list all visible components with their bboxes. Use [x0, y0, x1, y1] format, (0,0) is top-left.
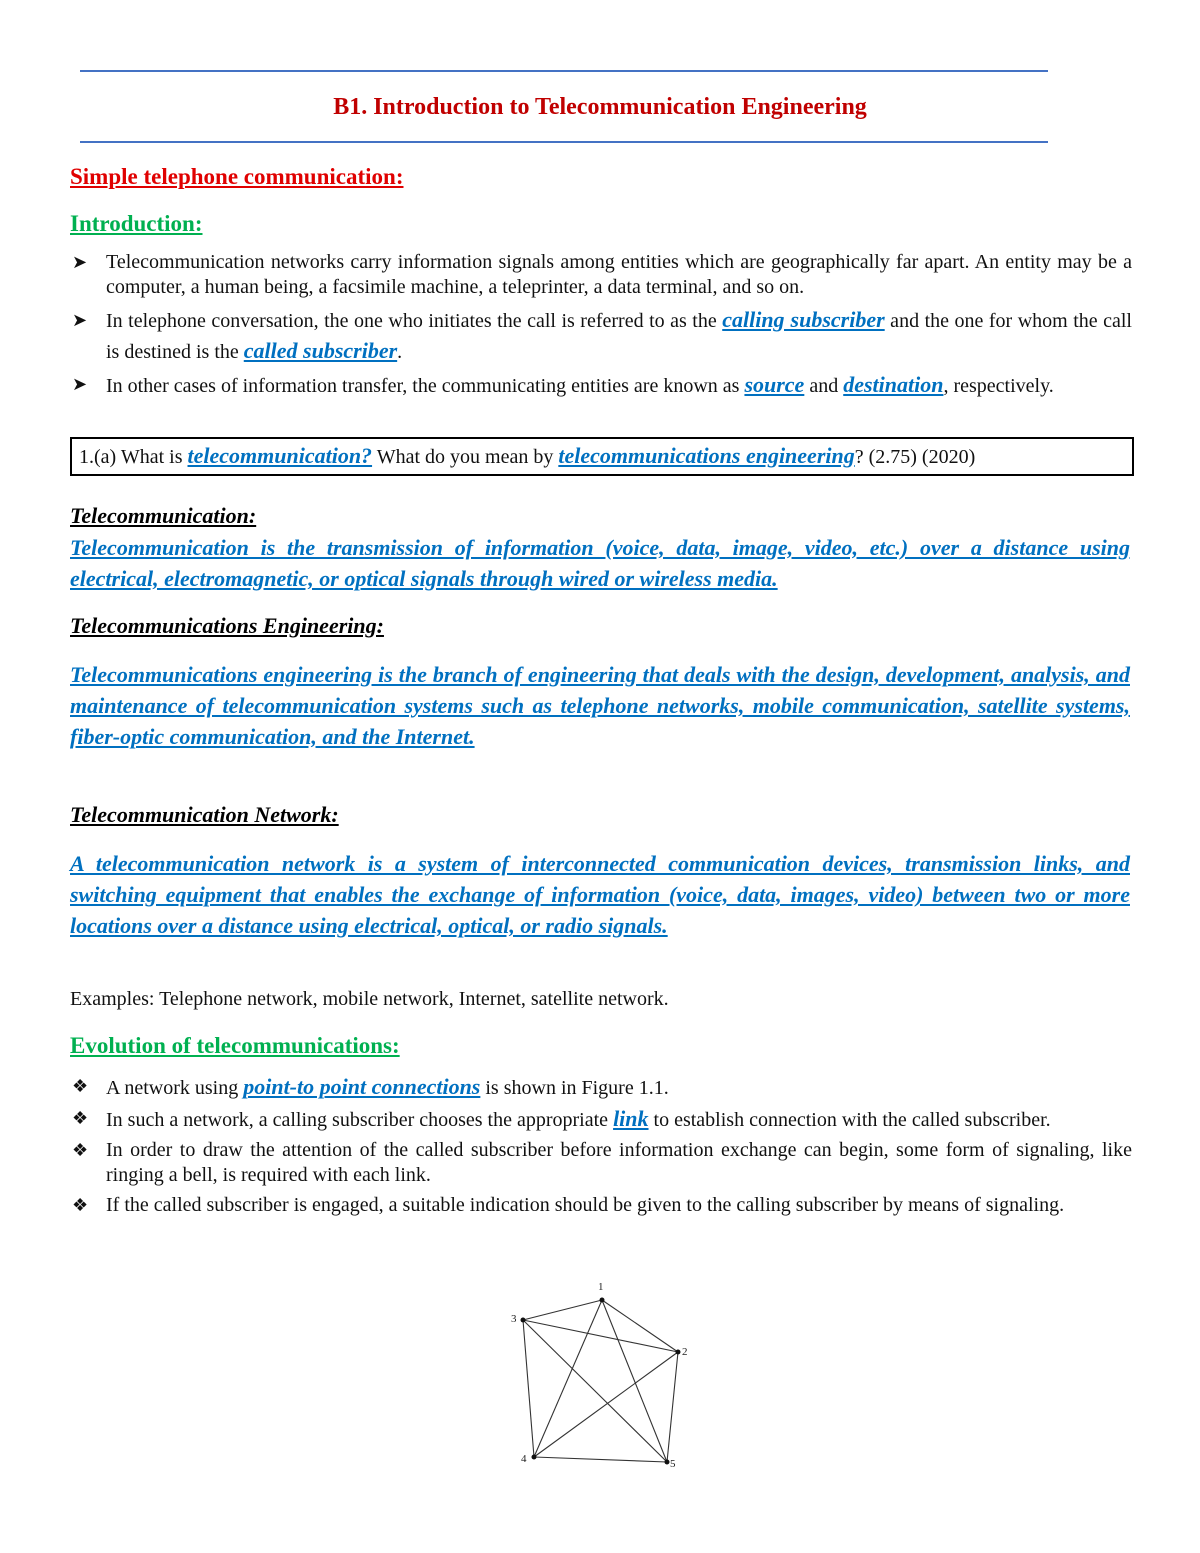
node-2: [676, 1350, 681, 1355]
node-4: [532, 1455, 537, 1460]
node-5: [665, 1460, 670, 1465]
list-item: ❖ In order to draw the attention of the called subscriber before information exchange can begin, some form of signaling, like ringing a bell, is required with each link.: [72, 1139, 1132, 1186]
list-item: ❖ A network using point-to point connections is shown in Figure 1.1.: [72, 1074, 669, 1099]
question-box: 1.(a) What is telecommunication? What do you mean by telecommunications engineering? (2.75) (2020): [70, 437, 1134, 476]
telecom-heading: Telecommunication:: [70, 503, 257, 528]
node-3: [521, 1318, 526, 1323]
node-label-5: 5: [670, 1458, 676, 1470]
list-item: ➤ In other cases of information transfer, the communicating entities are known as source and destination, respectively.: [72, 372, 1054, 397]
telecom-net-heading: Telecommunication Network:: [70, 802, 339, 827]
section-heading: Simple telephone communication:: [70, 164, 404, 189]
telecom-eng-heading: Telecommunications Engineering:: [70, 613, 384, 638]
node-1: [600, 1298, 605, 1303]
keyword-called-subscriber: called subscriber: [243, 338, 398, 363]
page-title: B1. Introduction to Telecommunication Engineering: [333, 94, 867, 120]
keyword-point-to-point: point-to point connections: [243, 1074, 481, 1099]
keyword-source: source: [744, 372, 805, 397]
list-item: ➤ In telephone conversation, the one who initiates the call is referred to as the calling subscriber and the one for whom the call is destined is the called subscriber.: [72, 307, 1132, 363]
keyword-telecommunication: telecommunication?: [187, 443, 373, 468]
diamond-bullet-icon: ❖: [72, 1076, 89, 1096]
diamond-bullet-icon: ❖: [72, 1195, 89, 1215]
network-figure: [505, 1280, 695, 1470]
arrow-bullet-icon: ➤: [72, 310, 88, 330]
figure-links: [523, 1300, 678, 1462]
arrow-bullet-icon: ➤: [72, 252, 88, 272]
top-rule: [80, 70, 1048, 72]
evolution-heading: Evolution of telecommunications:: [70, 1033, 400, 1058]
keyword-telecom-engineering: telecommunications engineering: [558, 443, 855, 468]
node-label-1: 1: [598, 1281, 604, 1293]
intro-bullet-list: [70, 250, 1132, 404]
diamond-bullet-icon: ❖: [72, 1108, 89, 1128]
list-item: ❖ In such a network, a calling subscriber chooses the appropriate link to establish connection with the called subscriber.: [72, 1106, 1051, 1131]
list-item: ❖ If the called subscriber is engaged, a suitable indication should be given to the calling subscriber by means of signaling.: [72, 1194, 1065, 1216]
diamond-bullet-icon: ❖: [72, 1140, 89, 1160]
title-rule: [80, 141, 1048, 143]
node-label-2: 2: [682, 1346, 688, 1358]
keyword-calling-subscriber: calling subscriber: [722, 307, 885, 332]
node-label-4: 4: [521, 1453, 527, 1465]
node-label-3: 3: [511, 1313, 517, 1325]
keyword-link: link: [613, 1106, 649, 1131]
intro-heading: Introduction:: [70, 211, 203, 236]
telecom-eng-definition: Telecommunications engineering is the branch of engineering that deals with the design, development, analysis, and maintenance of telecommunication systems such as telephone networks, mobile communication, satellite systems, fiber-optic communication, and the Internet.: [70, 662, 1130, 749]
list-item: ➤ Telecommunication networks carry information signals among entities which are geographically far apart. An entity may be a computer, a human being, a facsimile machine, a teleprinter, a data terminal, and so on.: [72, 251, 1132, 298]
arrow-bullet-icon: ➤: [72, 374, 88, 394]
examples-text: Examples: Telephone network, mobile network, Internet, satellite network.: [70, 988, 669, 1010]
telecom-definition: Telecommunication is the transmission of information (voice, data, image, video, etc.) over a distance using electrical, electromagnetic, or optical signals through wired or wireless media.: [70, 535, 1130, 591]
keyword-destination: destination: [843, 372, 944, 397]
telecom-net-definition: A telecommunication network is a system of interconnected communication devices, transmission links, and switching equipment that enables the exchange of information (voice, data, images, video) between two or more locations over a distance using electrical, optical, or radio signals.: [70, 851, 1130, 938]
evolution-bullet-list: [70, 1074, 1132, 1223]
figure-nodes: [521, 1298, 681, 1465]
